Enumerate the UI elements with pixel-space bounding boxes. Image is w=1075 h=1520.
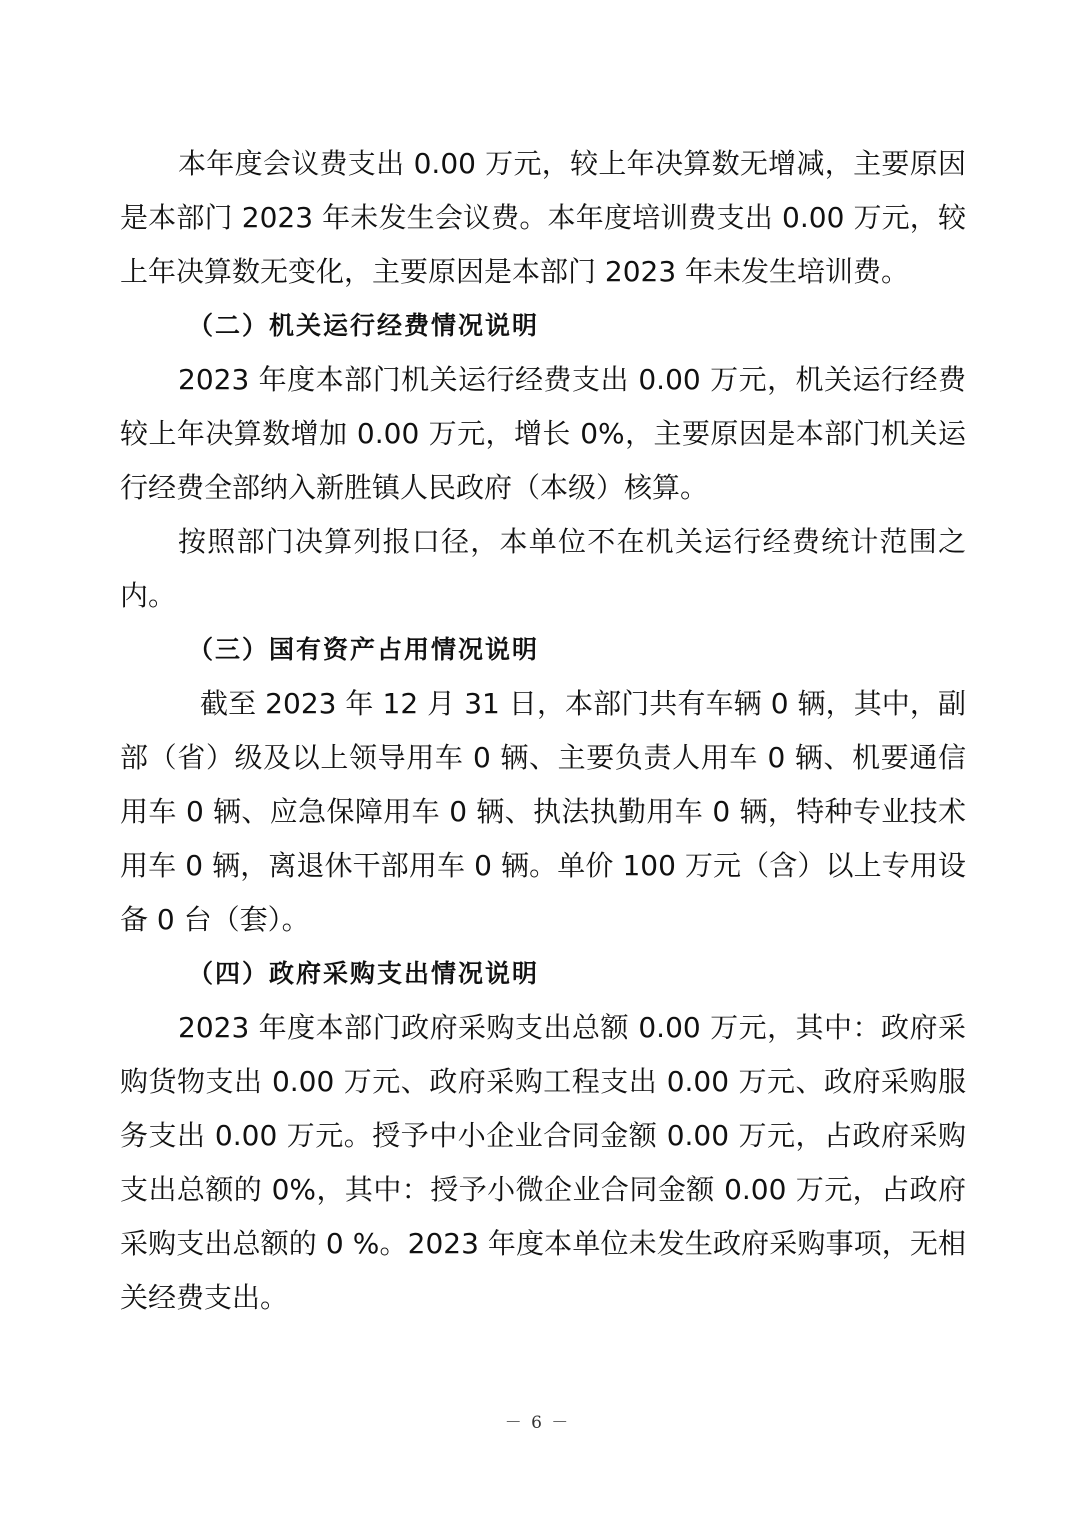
section-heading-government-procurement: （四）政府采购支出情况说明 (188, 959, 540, 988)
document-body (120, 137, 966, 1325)
paragraph-meeting-training-fees: 本年度会议费支出 0.00 万元，较上年决算数无增减，主要原因是本部门 2023 年未发生会议费。本年度培训费支出 0.00 万元，较上年决算数无变化，主要原因是本部门 2023 年未发生培训费。 (120, 147, 966, 288)
section-heading-operating-expenses: （二）机关运行经费情况说明 (188, 311, 540, 340)
paragraph-government-procurement: 2023 年度本部门政府采购支出总额 0.00 万元，其中：政府采购货物支出 0.00 万元、政府采购工程支出 0.00 万元、政府采购服务支出 0.00 万元。授予中小企业合同金额 0.00 万元，占政府采购支出总额的 0%，其中：授予小微企业合同金额 0.00 万元，占政府采购支出总额的 0 %。2023 年度本单位未发生政府采购事项，无相关经费支出。 (120, 1011, 966, 1314)
page-number: － 6 － (504, 1413, 571, 1433)
section-heading-state-assets: （三）国有资产占用情况说明 (188, 635, 540, 664)
paragraph-operating-expenses: 2023 年度本部门机关运行经费支出 0.00 万元，机关运行经费较上年决算数增加 0.00 万元，增长 0%，主要原因是本部门机关运行经费全部纳入新胜镇人民政府（本级）核算。 (120, 363, 966, 504)
paragraph-reporting-scope: 按照部门决算列报口径，本单位不在机关运行经费统计范围之内。 (120, 525, 966, 612)
paragraph-state-assets: 截至 2023 年 12 月 31 日，本部门共有车辆 0 辆，其中，副部（省）级及以上领导用车 0 辆、主要负责人用车 0 辆、机要通信用车 0 辆、应急保障用车 0 辆、执法执勤用车 0 辆，特种专业技术用车 0 辆，离退休干部用车 0 辆。单价 100 万元（含）以上专用设备 0 台（套）。 (120, 687, 966, 936)
